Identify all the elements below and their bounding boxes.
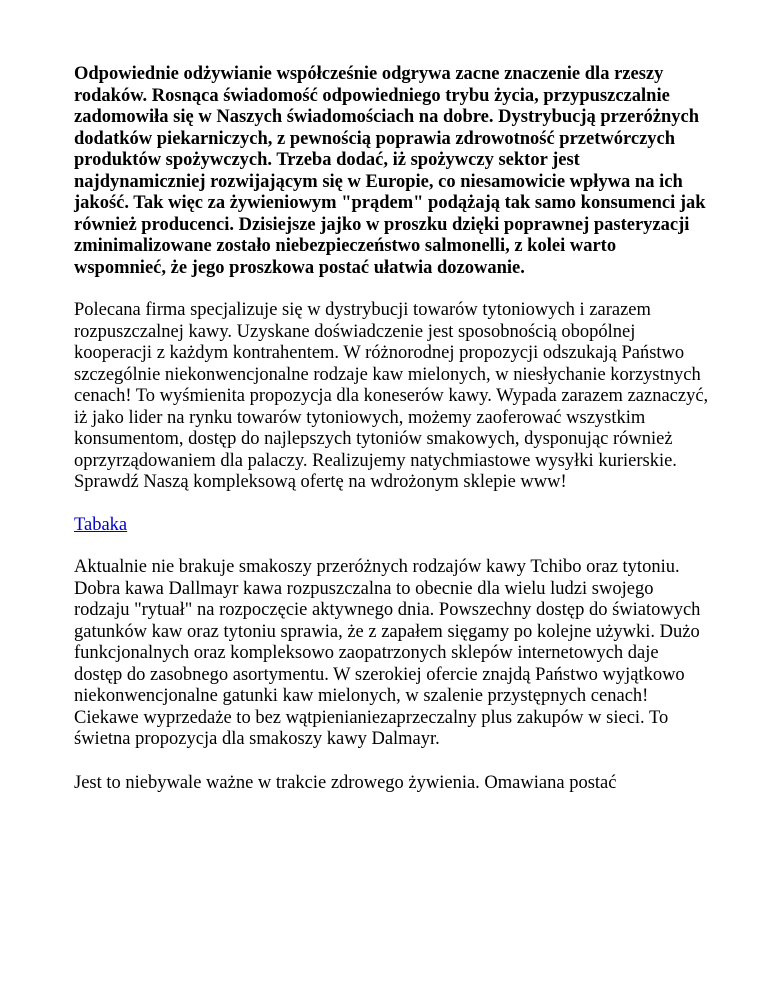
truncated-paragraph: Jest to niebywale ważne w trakcie zdrowego żywienia. Omawiana postać	[74, 772, 617, 793]
company-paragraph: Polecana firma specjalizuje się w dystrybucji towarów tytoniowych i zarazem rozpuszczalnej kawy. Uzyskane doświadczenie jest sposobnością obopólnej kooperacji z każdym kontrahentem. W różnorodnej propozycji odszukają Państwo szczególnie niekonwencjonalne rodzaje kaw mielonych, w niesłychanie korzystnych cenach! To wyśmienita propozycja dla koneserów kawy. Wypada zarazem zaznaczyć, iż jako lider na rynku towarów tytoniowych, możemy zaoferować wszystkim konsumentom, dostęp do najlepszych tytoniów smakowych, dysponując również oprzyrządowaniem dla palaczy. Realizujemy natychmiastowe wysyłki kurierskie. Sprawdź Naszą kompleksową ofertę na wdrożonym sklepie www!	[74, 300, 709, 492]
bold-intro-paragraph: Odpowiednie odżywianie współcześnie odgrywa zacne znaczenie dla rzeszy rodaków. Rosnąca świadomość odpowiedniego trybu życia, przypuszczalnie zadomowiła się w Naszych świadomościach na dobre. Dystrybucją przeróżnych dodatków piekarniczych, z pewnością poprawia zdrowotność przetwórczych produktów spożywczych. Trzeba dodać, iż spożywczy sektor jest najdynamiczniej rozwijającym się w Europie, co niesamowicie wpływa na ich jakość. Tak więc za żywieniowym "prądem" podążają tak samo konsumenci jak również producenci. Dzisiejsze jajko w proszku dzięki poprawnej pasteryzacji zminimalizowane zostało niebezpieczeństwo salmonelli, z kolei warto wspomnieć, że jego proszkowa postać ułatwia dozowanie.	[74, 64, 706, 278]
tabaka-link[interactable]: Tabaka	[74, 514, 128, 535]
coffee-paragraph: Aktualnie nie brakuje smakoszy przeróżnych rodzajów kawy Tchibo oraz tytoniu. Dobra kawa Dallmayr kawa rozpuszczalna to obecnie dla wielu ludzi swojego rodzaju "rytuał" na rozpoczęcie aktywnego dnia. Powszechny dostęp do światowych gatunków kaw oraz tytoniu sprawia, że z zapałem sięgamy po kolejne używki. Dużo funkcjonalnych oraz kompleksowo zaopatrzonych sklepów internetowych daje dostęp do zasobnego asortymentu. W szerokiej ofercie znajdą Państwo wyjątkowo niekonwencjonalne gatunki kaw mielonych, w szalenie przystępnych cenach! Ciekawe wyprzedaże to bez wątpienianiezaprzeczalny plus zakupów w sieci. To świetna propozycja dla smakoszy kawy Dalmayr.	[74, 557, 701, 749]
link-paragraph	[74, 515, 710, 537]
document-body	[74, 64, 710, 794]
